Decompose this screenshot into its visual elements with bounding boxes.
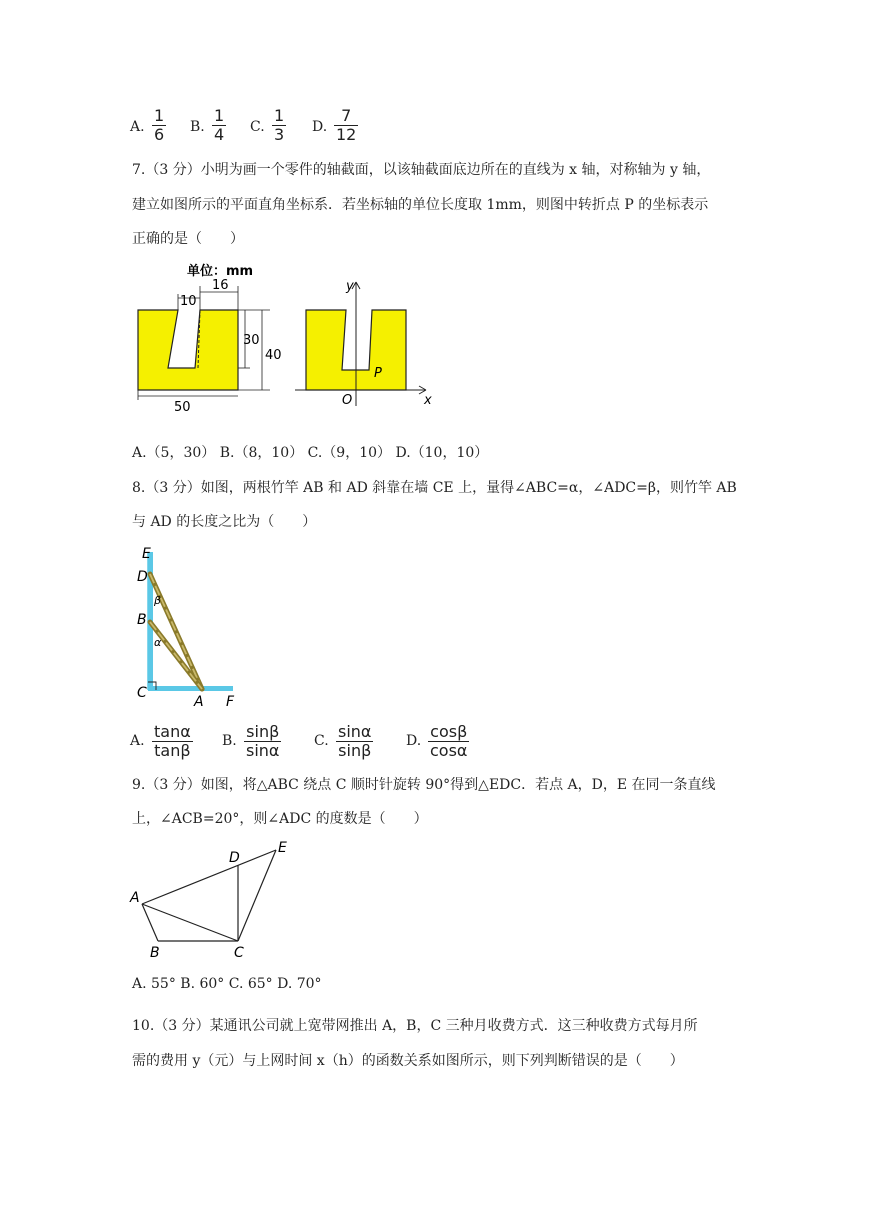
- q6-option-d-fraction: $\frac{7}{12}$: [336, 106, 357, 144]
- q8-label-d: D: [137, 569, 148, 585]
- q8-text-line2: 与 AD 的长度之比为（ ）: [132, 514, 317, 530]
- q8-option-b-fraction: $\frac{\sin\beta}{\sin\alpha}$: [246, 722, 280, 760]
- q8-option-a-label: A.: [130, 733, 145, 749]
- q9-segment-ae: [142, 850, 276, 904]
- q9-text-line1: 9.（3 分）如图，将△ABC 绕点 C 顺时针旋转 90°得到△EDC．若点 A，D，E 在同一条直线: [132, 777, 716, 793]
- q9-label-c: C: [234, 945, 244, 961]
- q7-options: A.（5，30） B.（8，10） C.（9，10） D.（10，10）: [132, 445, 489, 461]
- q6-option-a-label: A.: [130, 119, 145, 135]
- q9-segment-ac: [142, 904, 238, 941]
- q9-label-a: A: [130, 890, 140, 906]
- q9-label-d: D: [229, 850, 240, 866]
- q10-text-line1: 10.（3 分）某通讯公司就上宽带网推出 A，B，C 三种月收费方式．这三种收费方式每月所: [132, 1018, 698, 1034]
- q8-option-d-fraction: $\frac{\cos\beta}{\cos\alpha}$: [430, 722, 468, 760]
- q7-dim-30: 30: [243, 333, 260, 348]
- q7-x-label: x: [424, 393, 432, 408]
- q8-label-b: B: [137, 612, 147, 628]
- q8-angle-beta: β: [154, 594, 162, 607]
- q9-label-b: B: [150, 945, 160, 961]
- q8-label-f: F: [226, 694, 235, 710]
- q9-figure: [128, 838, 298, 963]
- q7-point-p-label: P: [374, 366, 382, 381]
- q8-option-a-fraction: $\frac{\tan\alpha}{\tan\beta}$: [154, 722, 191, 760]
- q8-angle-alpha: α: [154, 636, 162, 649]
- q7-dim-10: 10: [180, 294, 197, 309]
- q6-option-b-label: B.: [190, 119, 205, 135]
- q6-option-d-label: D.: [312, 119, 328, 135]
- q8-option-b-label: B.: [222, 733, 237, 749]
- q7-text-line3: 正确的是（ ）: [132, 231, 244, 247]
- q8-option-d-label: D.: [406, 733, 422, 749]
- q7-text-line2: 建立如图所示的平面直角坐标系．若坐标轴的单位长度取 1mm，则图中转折点 P 的坐标表示: [132, 197, 709, 213]
- q9-text-line2: 上，∠ACB=20°，则∠ADC 的度数是（ ）: [132, 811, 428, 827]
- q7-text-line1: 7.（3 分）小明为画一个零件的轴截面，以该轴截面底边所在的直线为 x 轴，对称轴为 y 轴，: [132, 162, 711, 178]
- q6-option-c-fraction: $\frac{1}{3}$: [274, 106, 285, 144]
- q8-figure: [132, 542, 252, 712]
- q8-label-e: E: [142, 546, 151, 562]
- q7-dim-16: 16: [212, 278, 229, 293]
- q7-dim-50: 50: [174, 400, 191, 415]
- q6-option-c-label: C.: [250, 119, 265, 135]
- q8-label-a: A: [194, 694, 204, 710]
- q7-figure: [130, 258, 450, 418]
- q7-dim-40: 40: [265, 348, 282, 363]
- q8-label-c: C: [137, 685, 147, 701]
- q9-label-e: E: [278, 840, 287, 856]
- q7-origin-label: O: [342, 393, 353, 408]
- q6-option-a-fraction: $\frac{1}{6}$: [154, 106, 165, 144]
- q7-y-label: y: [346, 279, 354, 294]
- q10-text-line2: 需的费用 y（元）与上网时间 x（h）的函数关系如图所示，则下列判断错误的是（ ）: [132, 1053, 684, 1069]
- q6-option-b-fraction: $\frac{1}{4}$: [214, 106, 225, 144]
- q9-options: A. 55° B. 60° C. 65° D. 70°: [132, 976, 322, 992]
- q8-option-c-label: C.: [314, 733, 329, 749]
- q8-text-line1: 8.（3 分）如图，两根竹竿 AB 和 AD 斜靠在墙 CE 上，量得∠ABC=α，∠ADC=β，则竹竿 AB: [132, 480, 737, 496]
- q7-part-shape: [138, 310, 238, 390]
- q7-unit-label: 单位：mm: [187, 264, 254, 279]
- q8-option-c-fraction: $\frac{\sin\alpha}{\sin\beta}$: [338, 722, 372, 760]
